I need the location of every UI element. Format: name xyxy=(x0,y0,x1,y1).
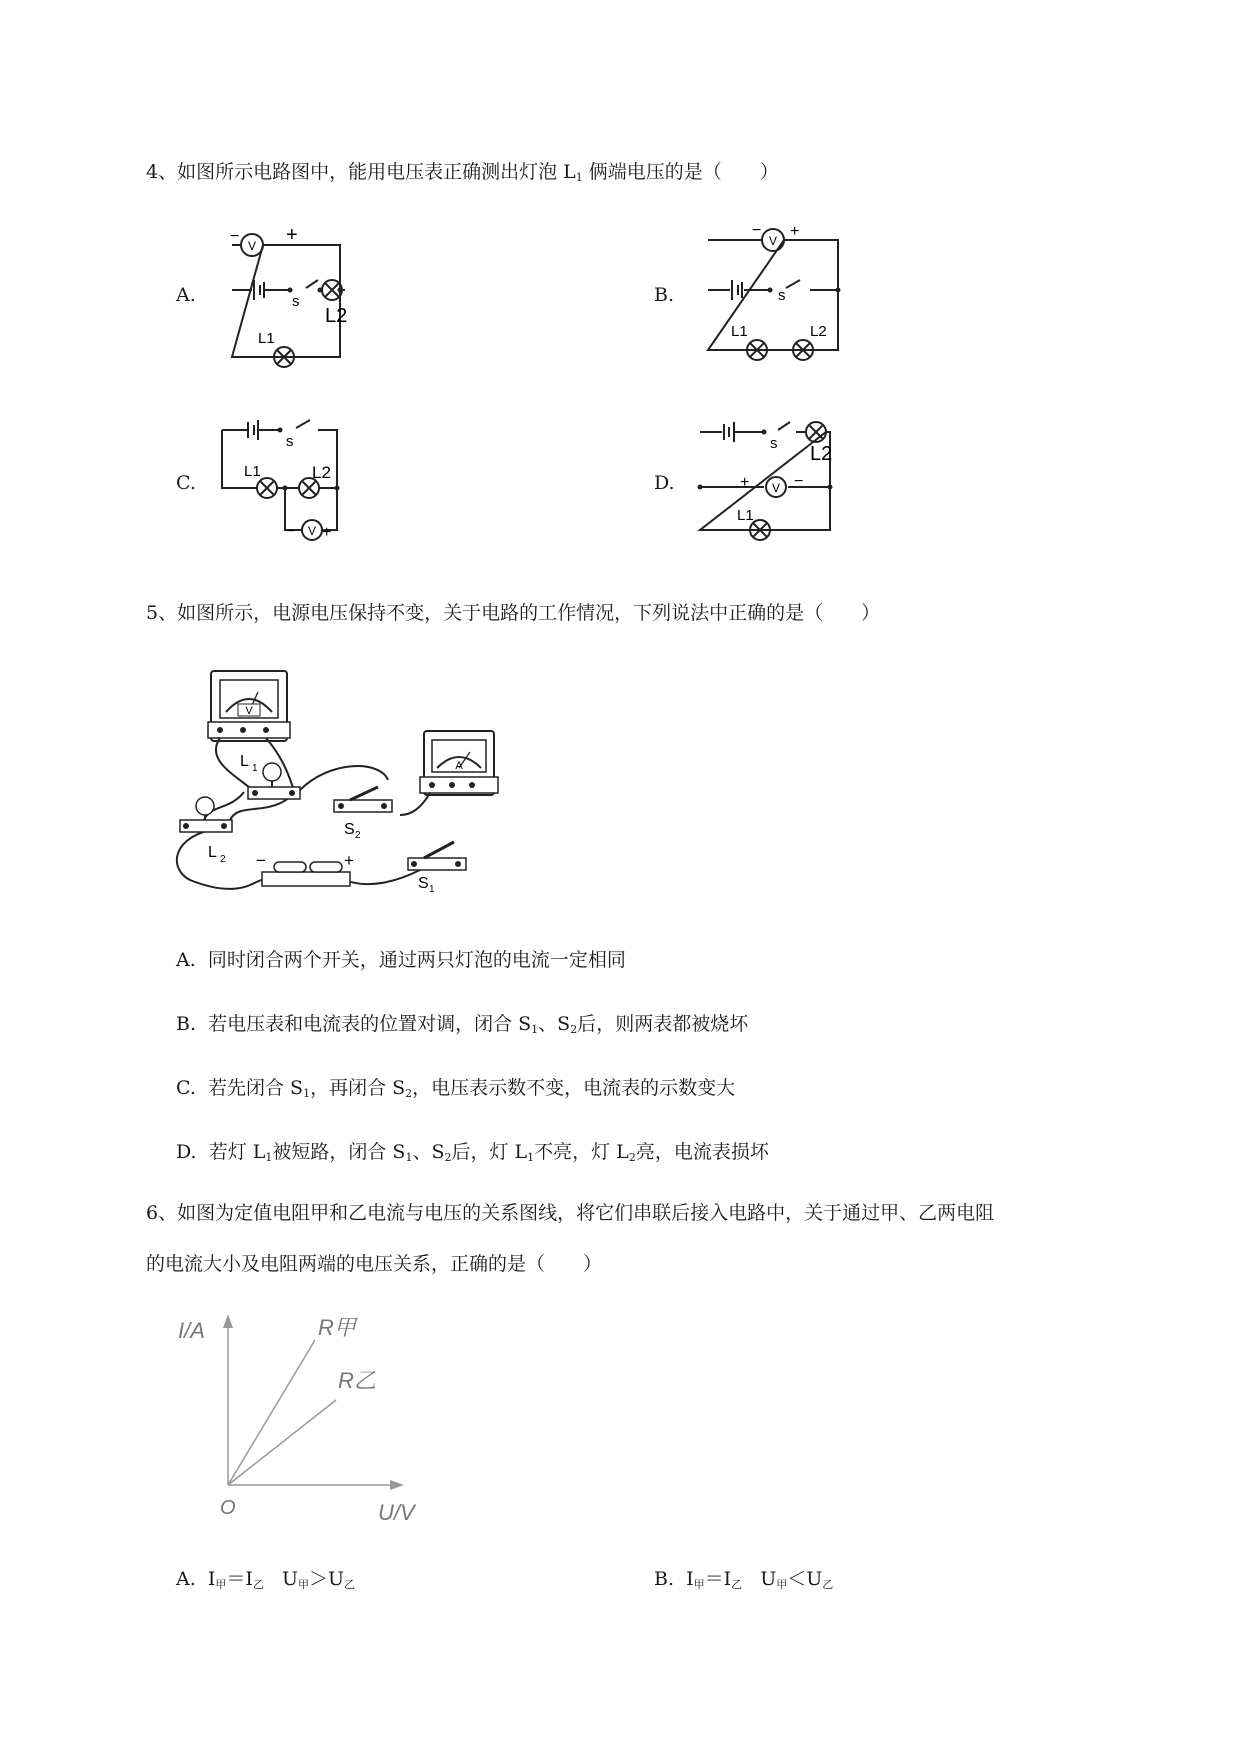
svg-text:+: + xyxy=(286,224,298,246)
svg-text:s: s xyxy=(778,287,786,304)
q5-option-d[interactable]: D. 若灯 $L_1$被短路，闭合 $S_1$、$S_2$后，灯 $L_1$不亮，灯 $L_2$亮，电流表损坏 xyxy=(176,1141,769,1164)
svg-text:1: 1 xyxy=(252,763,258,774)
q4-option-d-label[interactable]: D. xyxy=(654,472,675,494)
svg-text:2: 2 xyxy=(220,854,226,865)
q6-option-a[interactable]: A. $I_甲=I_乙$ $U_甲>U_乙$ xyxy=(176,1568,356,1591)
svg-text:s: s xyxy=(292,293,300,310)
svg-text:s: s xyxy=(286,433,294,450)
svg-text:V: V xyxy=(247,239,257,253)
svg-text:S: S xyxy=(418,875,429,892)
x-axis xyxy=(228,1480,404,1490)
q4-option-a-label[interactable]: A. xyxy=(176,284,196,306)
q4-option-c-label[interactable]: C. xyxy=(176,472,196,494)
svg-text:V: V xyxy=(771,481,781,495)
svg-text:L: L xyxy=(240,753,249,770)
svg-text:−: − xyxy=(230,228,240,245)
q5-option-a[interactable]: A. 同时闭合两个开关，通过两只灯泡的电流一定相同 xyxy=(176,949,626,971)
svg-text:s: s xyxy=(770,435,778,452)
series-r-yi-label: R乙 xyxy=(338,1368,376,1393)
svg-text:L2: L2 xyxy=(810,443,833,465)
svg-text:L1: L1 xyxy=(731,323,748,340)
series-r-yi-line xyxy=(228,1400,336,1485)
svg-text:L2: L2 xyxy=(325,305,348,327)
svg-text:L1: L1 xyxy=(244,463,261,480)
x-axis-label: U/V xyxy=(378,1500,415,1525)
series-r-jia-label: R甲 xyxy=(318,1315,356,1340)
svg-text:+: + xyxy=(740,474,750,491)
series-r-jia-line xyxy=(228,1340,315,1485)
svg-text:+: + xyxy=(344,851,354,870)
svg-text:A: A xyxy=(455,760,463,772)
svg-text:+: + xyxy=(790,223,800,240)
q6-stem-line-1: 6、如图为定值电阻甲和乙电流与电压的关系图线，将它们串联后接入电路中，关于通过甲、乙两电阻 xyxy=(146,1202,995,1224)
q4-stem: 4、如图所示电路图中，能用电压表正确测出灯泡 $L_1$ 俩端电压的是（ ） xyxy=(146,161,779,184)
svg-text:S: S xyxy=(344,821,355,838)
q6-stem-line-2: 的电流大小及电阻两端的电压关系，正确的是（ ） xyxy=(146,1253,603,1275)
svg-text:V: V xyxy=(245,705,253,717)
svg-text:−: − xyxy=(752,222,762,239)
svg-text:L1: L1 xyxy=(258,330,275,347)
svg-text:L: L xyxy=(208,844,217,861)
svg-text:2: 2 xyxy=(355,830,361,841)
q5-stem: 5、如图所示，电源电压保持不变，关于电路的工作情况，下列说法中正确的是（ ） xyxy=(146,602,881,624)
q6-option-b[interactable]: B. $I_甲=I_乙$ $U_甲<U_乙$ xyxy=(654,1568,834,1591)
svg-text:L2: L2 xyxy=(810,323,827,340)
svg-text:L1: L1 xyxy=(737,507,754,524)
y-axis-label: I/A xyxy=(178,1318,205,1343)
svg-text:V: V xyxy=(768,234,778,248)
q4-option-b-label[interactable]: B. xyxy=(654,284,675,306)
svg-text:+: + xyxy=(322,524,332,541)
svg-text:−: − xyxy=(286,523,296,540)
origin-label: O xyxy=(220,1497,236,1519)
q5-option-c[interactable]: C. 若先闭合 $S_1$，再闭合 $S_2$，电压表示数不变，电流表的示数变大 xyxy=(176,1077,736,1100)
svg-text:L2: L2 xyxy=(312,463,331,482)
svg-text:−: − xyxy=(256,851,266,870)
svg-text:1: 1 xyxy=(429,884,435,895)
svg-text:V: V xyxy=(307,524,317,538)
q5-option-b[interactable]: B. 若电压表和电流表的位置对调，闭合 $S_1$、$S_2$后，则两表都被烧坏 xyxy=(176,1013,749,1036)
svg-text:−: − xyxy=(794,473,804,490)
y-axis xyxy=(223,1314,233,1485)
